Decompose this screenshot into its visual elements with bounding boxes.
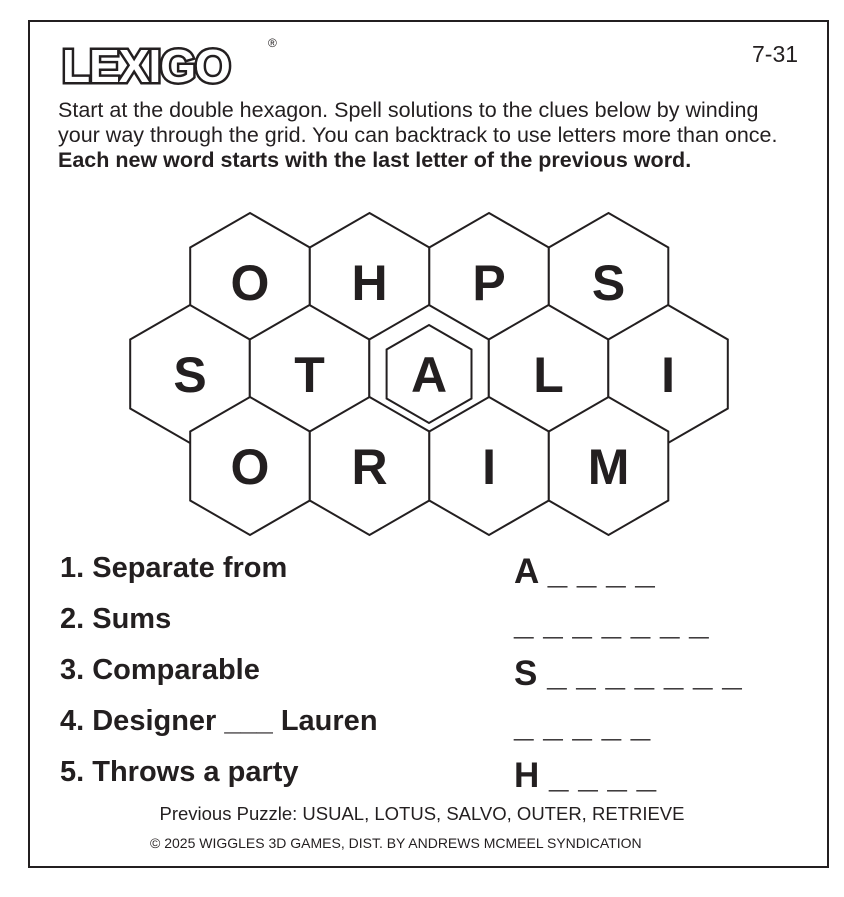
hex-letter: R [351, 439, 388, 495]
clue-4-label: 4. Designer ___ Lauren [60, 705, 378, 737]
instructions-normal: Start at the double hexagon. Spell solutions to the clues below by winding your way through the grid. You can backtrack to use letters more than once. [58, 98, 778, 147]
hex-letter: S [591, 255, 626, 311]
instructions-bold: Each new word starts with the last letter of the previous word. [58, 148, 692, 172]
clue-3-label: 3. Comparable [60, 654, 260, 686]
previous-puzzle-answers: Previous Puzzle: USUAL, LOTUS, SALVO, OUTER, RETRIEVE [159, 803, 685, 824]
copyright: © 2025 WIGGLES 3D GAMES, DIST. BY ANDREWS MCMEEL SYNDICATION [150, 835, 642, 851]
hex-letter: O [230, 439, 270, 495]
clue-5-answer: H _ _ _ _ [514, 756, 657, 795]
clue-5-label: 5. Throws a party [60, 756, 299, 788]
clue-4-answer: _ _ _ _ _ [514, 705, 651, 744]
puzzle-number: 7-31 [752, 41, 799, 67]
clue-2-label: 2. Sums [60, 603, 172, 635]
hex-letter: M [587, 439, 630, 495]
hex-letter: I [661, 347, 675, 403]
clue-1-answer: A _ _ _ _ [514, 552, 655, 591]
clue-1-label: 1. Separate from [60, 552, 288, 584]
hex-letter: T [294, 347, 325, 403]
hex-letter: S [173, 347, 207, 403]
hex-letter: H [351, 255, 388, 311]
clue-3-answer: S _ _ _ _ _ _ _ [514, 654, 742, 693]
hex-letter: A [410, 347, 448, 403]
logo-text: LEXIGO [62, 40, 230, 92]
hex-letter: P [472, 255, 506, 311]
hex-letter: O [230, 255, 270, 311]
hex-letter: L [533, 347, 564, 403]
registered-mark: ® [268, 36, 277, 50]
hex-letter: I [482, 439, 496, 495]
clue-2-answer: _ _ _ _ _ _ _ [514, 603, 709, 642]
